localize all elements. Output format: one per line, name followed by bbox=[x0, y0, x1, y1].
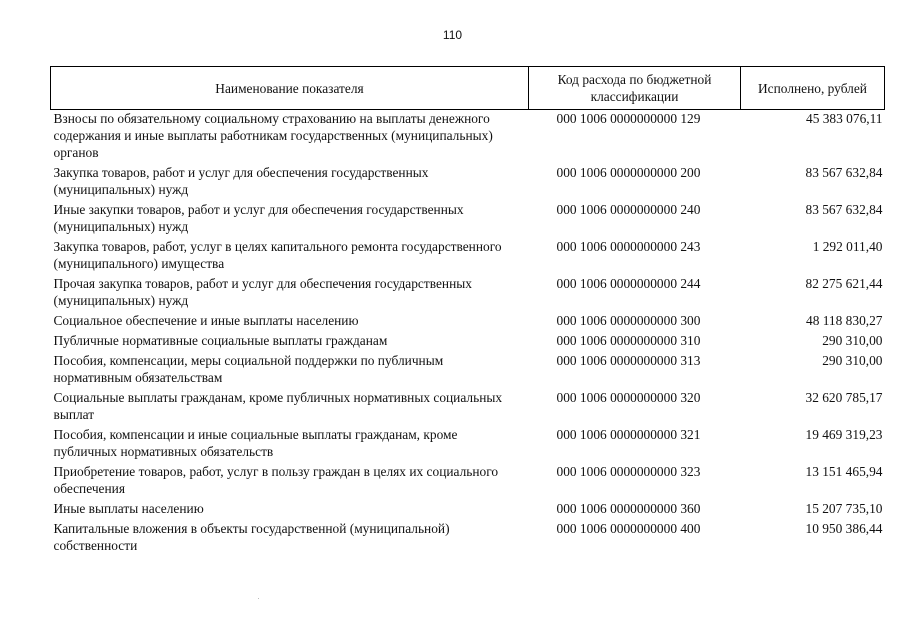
row-code-cell: 000 1006 0000000000 200 bbox=[556, 165, 701, 180]
row-amount-cell: 13 151 465,94 bbox=[805, 464, 883, 479]
row-code-cell: 000 1006 0000000000 321 bbox=[556, 427, 701, 442]
table-header bbox=[51, 67, 885, 110]
row-name-cell: Пособия, компенсации и иные социальные выплаты гражданам, кроме публичных нормативных обязательств bbox=[53, 427, 458, 459]
table-row bbox=[51, 463, 885, 500]
table-row bbox=[51, 520, 885, 557]
row-code-cell: 000 1006 0000000000 240 bbox=[556, 202, 701, 217]
row-code-cell: 000 1006 0000000000 300 bbox=[556, 313, 701, 328]
row-name-cell: Взносы по обязательному социальному страхованию на выплаты денежного содержания и иные выплаты работникам государственных (муниципальных) органов bbox=[53, 111, 493, 160]
table-body bbox=[51, 110, 885, 558]
row-amount-cell: 15 207 735,10 bbox=[805, 501, 883, 516]
row-amount-cell: 83 567 632,84 bbox=[805, 202, 883, 217]
table-row bbox=[51, 312, 885, 332]
header-name: Наименование показателя bbox=[51, 67, 529, 110]
table-row bbox=[51, 110, 885, 165]
row-name-cell: Закупка товаров, работ, услуг в целях капитального ремонта государственного (муниципального) имущества bbox=[53, 239, 502, 271]
row-name-cell: Социальное обеспечение и иные выплаты населению bbox=[53, 313, 359, 328]
table-row bbox=[51, 500, 885, 520]
row-amount-cell: 290 310,00 bbox=[822, 353, 883, 368]
row-code-cell: 000 1006 0000000000 323 bbox=[556, 464, 701, 479]
row-code-cell: 000 1006 0000000000 320 bbox=[556, 390, 701, 405]
row-amount-cell: 290 310,00 bbox=[822, 333, 883, 348]
table-row bbox=[51, 389, 885, 426]
row-name-cell: Приобретение товаров, работ, услуг в пользу граждан в целях их социального обеспечения bbox=[53, 464, 499, 496]
table-row bbox=[51, 238, 885, 275]
row-amount-cell: 45 383 076,11 bbox=[806, 111, 883, 126]
table-row bbox=[51, 426, 885, 463]
page-number: 110 bbox=[442, 28, 463, 42]
row-name-cell: Социальные выплаты гражданам, кроме публичных нормативных социальных выплат bbox=[53, 390, 503, 422]
row-amount-cell: 1 292 011,40 bbox=[812, 239, 883, 254]
row-amount-cell: 82 275 621,44 bbox=[805, 276, 883, 291]
row-name-cell: Публичные нормативные социальные выплаты гражданам bbox=[53, 333, 388, 348]
row-amount-cell: 19 469 319,23 bbox=[805, 427, 883, 442]
row-code-cell: 000 1006 0000000000 244 bbox=[556, 276, 701, 291]
table-row bbox=[51, 275, 885, 312]
row-name-cell: Капитальные вложения в объекты государственной (муниципальной) собственности bbox=[53, 521, 450, 553]
header-code: Код расхода по бюджетной классификации bbox=[529, 67, 741, 110]
row-amount-cell: 48 118 830,27 bbox=[806, 313, 883, 328]
table-row bbox=[51, 332, 885, 352]
scan-speck bbox=[258, 598, 259, 599]
expenditure-table bbox=[50, 66, 885, 557]
row-amount-cell: 83 567 632,84 bbox=[805, 165, 883, 180]
row-name-cell: Закупка товаров, работ и услуг для обеспечения государственных (муниципальных) нужд bbox=[53, 165, 429, 197]
row-name-cell: Пособия, компенсации, меры социальной поддержки по публичным нормативным обязательствам bbox=[53, 353, 444, 385]
row-code-cell: 000 1006 0000000000 310 bbox=[556, 333, 701, 348]
table-row bbox=[51, 164, 885, 201]
row-code-cell: 000 1006 0000000000 129 bbox=[556, 111, 701, 126]
row-name-cell: Иные закупки товаров, работ и услуг для обеспечения государственных (муниципальных) нужд bbox=[53, 202, 464, 234]
row-code-cell: 000 1006 0000000000 360 bbox=[556, 501, 701, 516]
header-row bbox=[51, 67, 885, 110]
row-code-cell: 000 1006 0000000000 400 bbox=[556, 521, 701, 536]
row-amount-cell: 10 950 386,44 bbox=[805, 521, 883, 536]
row-code-cell: 000 1006 0000000000 313 bbox=[556, 353, 701, 368]
header-amount: Исполнено, рублей bbox=[741, 67, 885, 110]
row-name-cell: Иные выплаты населению bbox=[53, 501, 204, 516]
row-code-cell: 000 1006 0000000000 243 bbox=[556, 239, 701, 254]
row-amount-cell: 32 620 785,17 bbox=[805, 390, 883, 405]
table-row bbox=[51, 352, 885, 389]
row-name-cell: Прочая закупка товаров, работ и услуг для обеспечения государственных (муниципальных) нужд bbox=[53, 276, 472, 308]
table-row bbox=[51, 201, 885, 238]
